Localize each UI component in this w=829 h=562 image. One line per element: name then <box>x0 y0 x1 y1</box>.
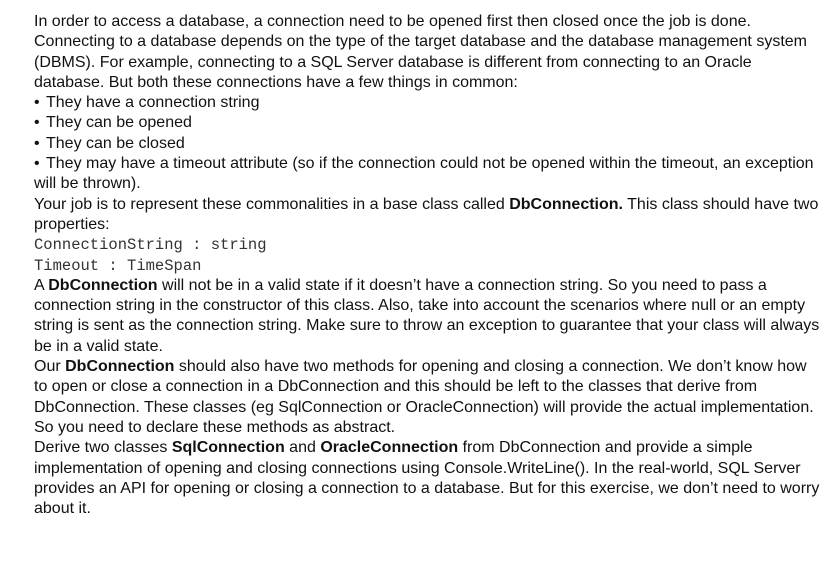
list-item: • They can be opened <box>34 113 824 133</box>
bullet-icon: • <box>34 114 40 132</box>
commonalities-list <box>34 93 824 194</box>
property-connection-string: ConnectionString : string <box>34 236 267 255</box>
derive-paragraph: Derive two classes SqlConnection and OracleConnection from DbConnection and provide a simple implementation of opening and closing connections using Console.WriteLine(). In the real-world, SQL Server provides an API for opening or closing a connection to a database. But for this exercise, we don’t need to worry about it. <box>34 439 820 518</box>
bullet-icon: • <box>34 94 40 112</box>
class-name-dbconnection: DbConnection <box>65 358 175 376</box>
class-name-sqlconnection: SqlConnection <box>171 439 285 457</box>
valid-state-paragraph: A DbConnection will not be in a valid state if it doesn’t have a connection string. So you need to pass a connection string in the constructor of this class. Also, take into account the scenarios where null or an empty string is sent as the connection string. Make sure to throw an exception to guarantee that your class will always be in a valid state. <box>34 276 820 355</box>
job-paragraph: Your job is to represent these commonalities in a base class called DbConnection. This class should have two properties: <box>34 195 819 233</box>
class-name-oracleconnection: OracleConnection <box>320 439 459 457</box>
list-item: • They may have a timeout attribute (so if the connection could not be opened within the timeout, an exception will be thrown). <box>34 155 814 193</box>
bullet-icon: • <box>34 134 40 152</box>
intro-paragraph: In order to access a database, a connection need to be opened first then closed once the job is done. Connecting to a database depends on the type of the target database and the database management system (DBMS). For example, connecting to a SQL Server database is different from connecting to an Oracle database. But both these connections have a few things in common: <box>34 13 807 91</box>
class-name-dbconnection: DbConnection. <box>509 195 623 213</box>
class-name-dbconnection: DbConnection <box>48 276 158 294</box>
list-item: • They can be closed <box>34 134 824 154</box>
list-item: • They have a connection string <box>34 93 824 113</box>
document-body <box>34 12 824 519</box>
methods-paragraph: Our DbConnection should also have two methods for opening and closing a connection. We don’t know how to open or close a connection in a DbConnection and this should be left to the classes that derive from DbConnection. These classes (eg SqlConnection or OracleConnection) will provide the actual implementation. So you need to declare these methods as abstract. <box>34 358 814 436</box>
property-timeout: Timeout : TimeSpan <box>34 256 202 275</box>
bullet-icon: • <box>34 155 40 173</box>
